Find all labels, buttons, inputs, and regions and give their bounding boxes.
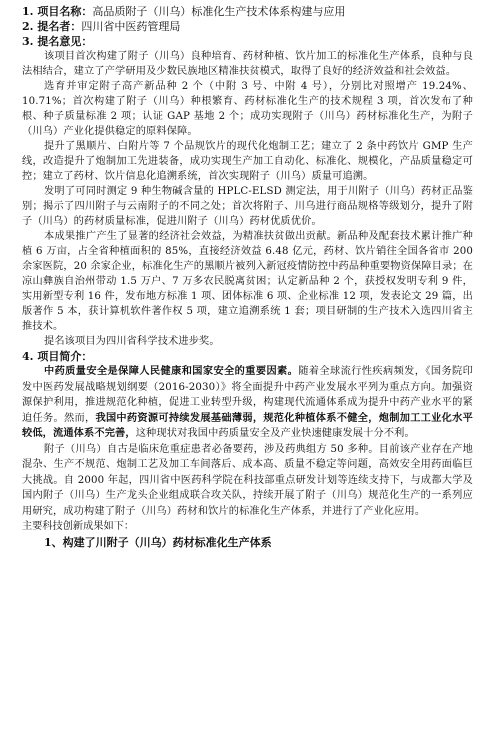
item-3-label: 3. 提名意见：	[22, 35, 93, 48]
intro-text-2: 这种现状对我国中药质量安全及产业快速健康发展十分不利。	[135, 428, 415, 439]
item-3-heading	[22, 34, 493, 49]
opinion-paragraph: 提名该项目为四川省科学技术进步奖。	[44, 336, 220, 347]
opinion-paragraph: 该项目首次构建了附子（川乌）良种培育、药材种植、饮片加工的标准化生产体系，良种与良法相结合，建立了产学研用及少数民族地区精准扶贫模式，取得了良好的经济效益和社会效益。	[22, 51, 473, 77]
item-1-label: 1. 项目名称：	[22, 5, 93, 18]
nominator: 四川省中医药管理局	[81, 20, 181, 33]
intro-bold-lead: 中药质量安全是保障人民健康和国家安全的重要因素。	[44, 365, 299, 377]
opinion-paragraph: 选育并审定附子高产新品种 2 个（中附 3 号、中附 4 号），分别比对照增产 19.24%、10.71%；首次构建了附子（川乌）种根繁育、药材标准化生产的技术规程 3 项，首次发布了种根、种子质量标准 2 项；认证 GAP 基地 2 个；成功实现附子（川乌）药材标准化生产，为附子（川乌）产业化提供稳定的原料保障。	[22, 81, 473, 137]
item-2-heading	[22, 19, 493, 34]
intro-text: 随着全球流行性疾病频发，《国务院印发中医药发展战略规划纲要（2016-2030）》将全面提升中药产业发展水平列为重点方向。加强资源保护利用，推进规范化种植，促进工业转型升级，构建现代流通体系成为提升中药产业水平的紧迫任务。然而，	[22, 366, 473, 424]
opinion-paragraph: 本成果推广产生了显著的经济社会效益，为精准扶贫做出贡献。新品种及配套技术累计推广种植 6 万亩，占全省种植面积的 85%，直接经济效益 6.48 亿元，药材、饮片销往全国各省市 200 余家医院，20 余家企业，标准化生产的黑顺片被列入新冠疫情防控中药品种重要物资保障目录；在凉山彝族自治州带动 1.5 万户、7 万多农民脱离贫困；认定新品种 2 个，获授权发明专利 9 件，实用新型专利 16 件，发布地方标准 1 项、团体标准 6 项、企业标准 12 项，发表论文 29 篇，出版著作 5 本，获计算机软件著作权 5 项，建立追溯系统 1 套；项目研制的生产技术入选四川省主推技术。	[22, 231, 473, 332]
item-2-label: 2. 提名者：	[22, 20, 82, 33]
opinion-paragraph: 发明了可同时测定 9 种生物碱含量的 HPLC-ELSD 测定法，用于川附子（川乌）药材正品鉴别；揭示了四川附子与云南附子的不同之处；首次将附子、川乌进行商品规格等级划分，提升了附子（川乌）的药材质量标准，促进川附子（川乌）药材优质优价。	[22, 186, 473, 227]
opinion-paragraph: 提升了黑顺片、白附片等 7 个品规饮片的现代化炮制工艺；建立了 2 条中药饮片 GMP 生产线，改造提升了炮制加工先进装备，成功实现生产加工自动化、标准化、规模化，产品质量稳定可控；建立了药材、饮片信息化追溯系统，首次实现附子（川乌）质量可追溯。	[22, 141, 473, 182]
intro-bold-problems: 我国中药资源可持续发展基础薄弱，规范化种植体系不健全，炮制加工工业化水平较低，流通体系不完善，	[22, 411, 473, 439]
item-4-heading	[22, 349, 493, 364]
achievement-1-heading: 1、构建了川附子（川乌）药材标准化生产体系	[44, 535, 272, 549]
project-name: 高品质附子（川乌）标准化生产技术体系构建与应用	[92, 5, 346, 18]
item-1-heading	[22, 0, 493, 19]
achievements-lead: 主要科技创新成果如下：	[22, 521, 135, 532]
intro-paragraph-1	[0, 364, 493, 442]
intro-paragraph-2: 附子（川乌）自古是临床危重症患者必备要药，涉及药典组方 50 多种。目前该产业存在产地混杂、生产不规范、炮制工艺及加工车间落后、成本高、质量不稳定等问题，高效安全用药面临巨大挑战。自 2000 年起，四川省中医药科学院在科技部重点研发计划等连续支持下，与成都大学及国内附子（川乌）生产龙头企业组成联合攻关队，持续开展了附子（川乌）规范化生产的一系列应用研究，成功构建了附子（川乌）药材和饮片的标准化生产体系，并进行了产业化应用。	[22, 443, 473, 517]
item-4-label: 4. 项目简介：	[22, 350, 93, 363]
